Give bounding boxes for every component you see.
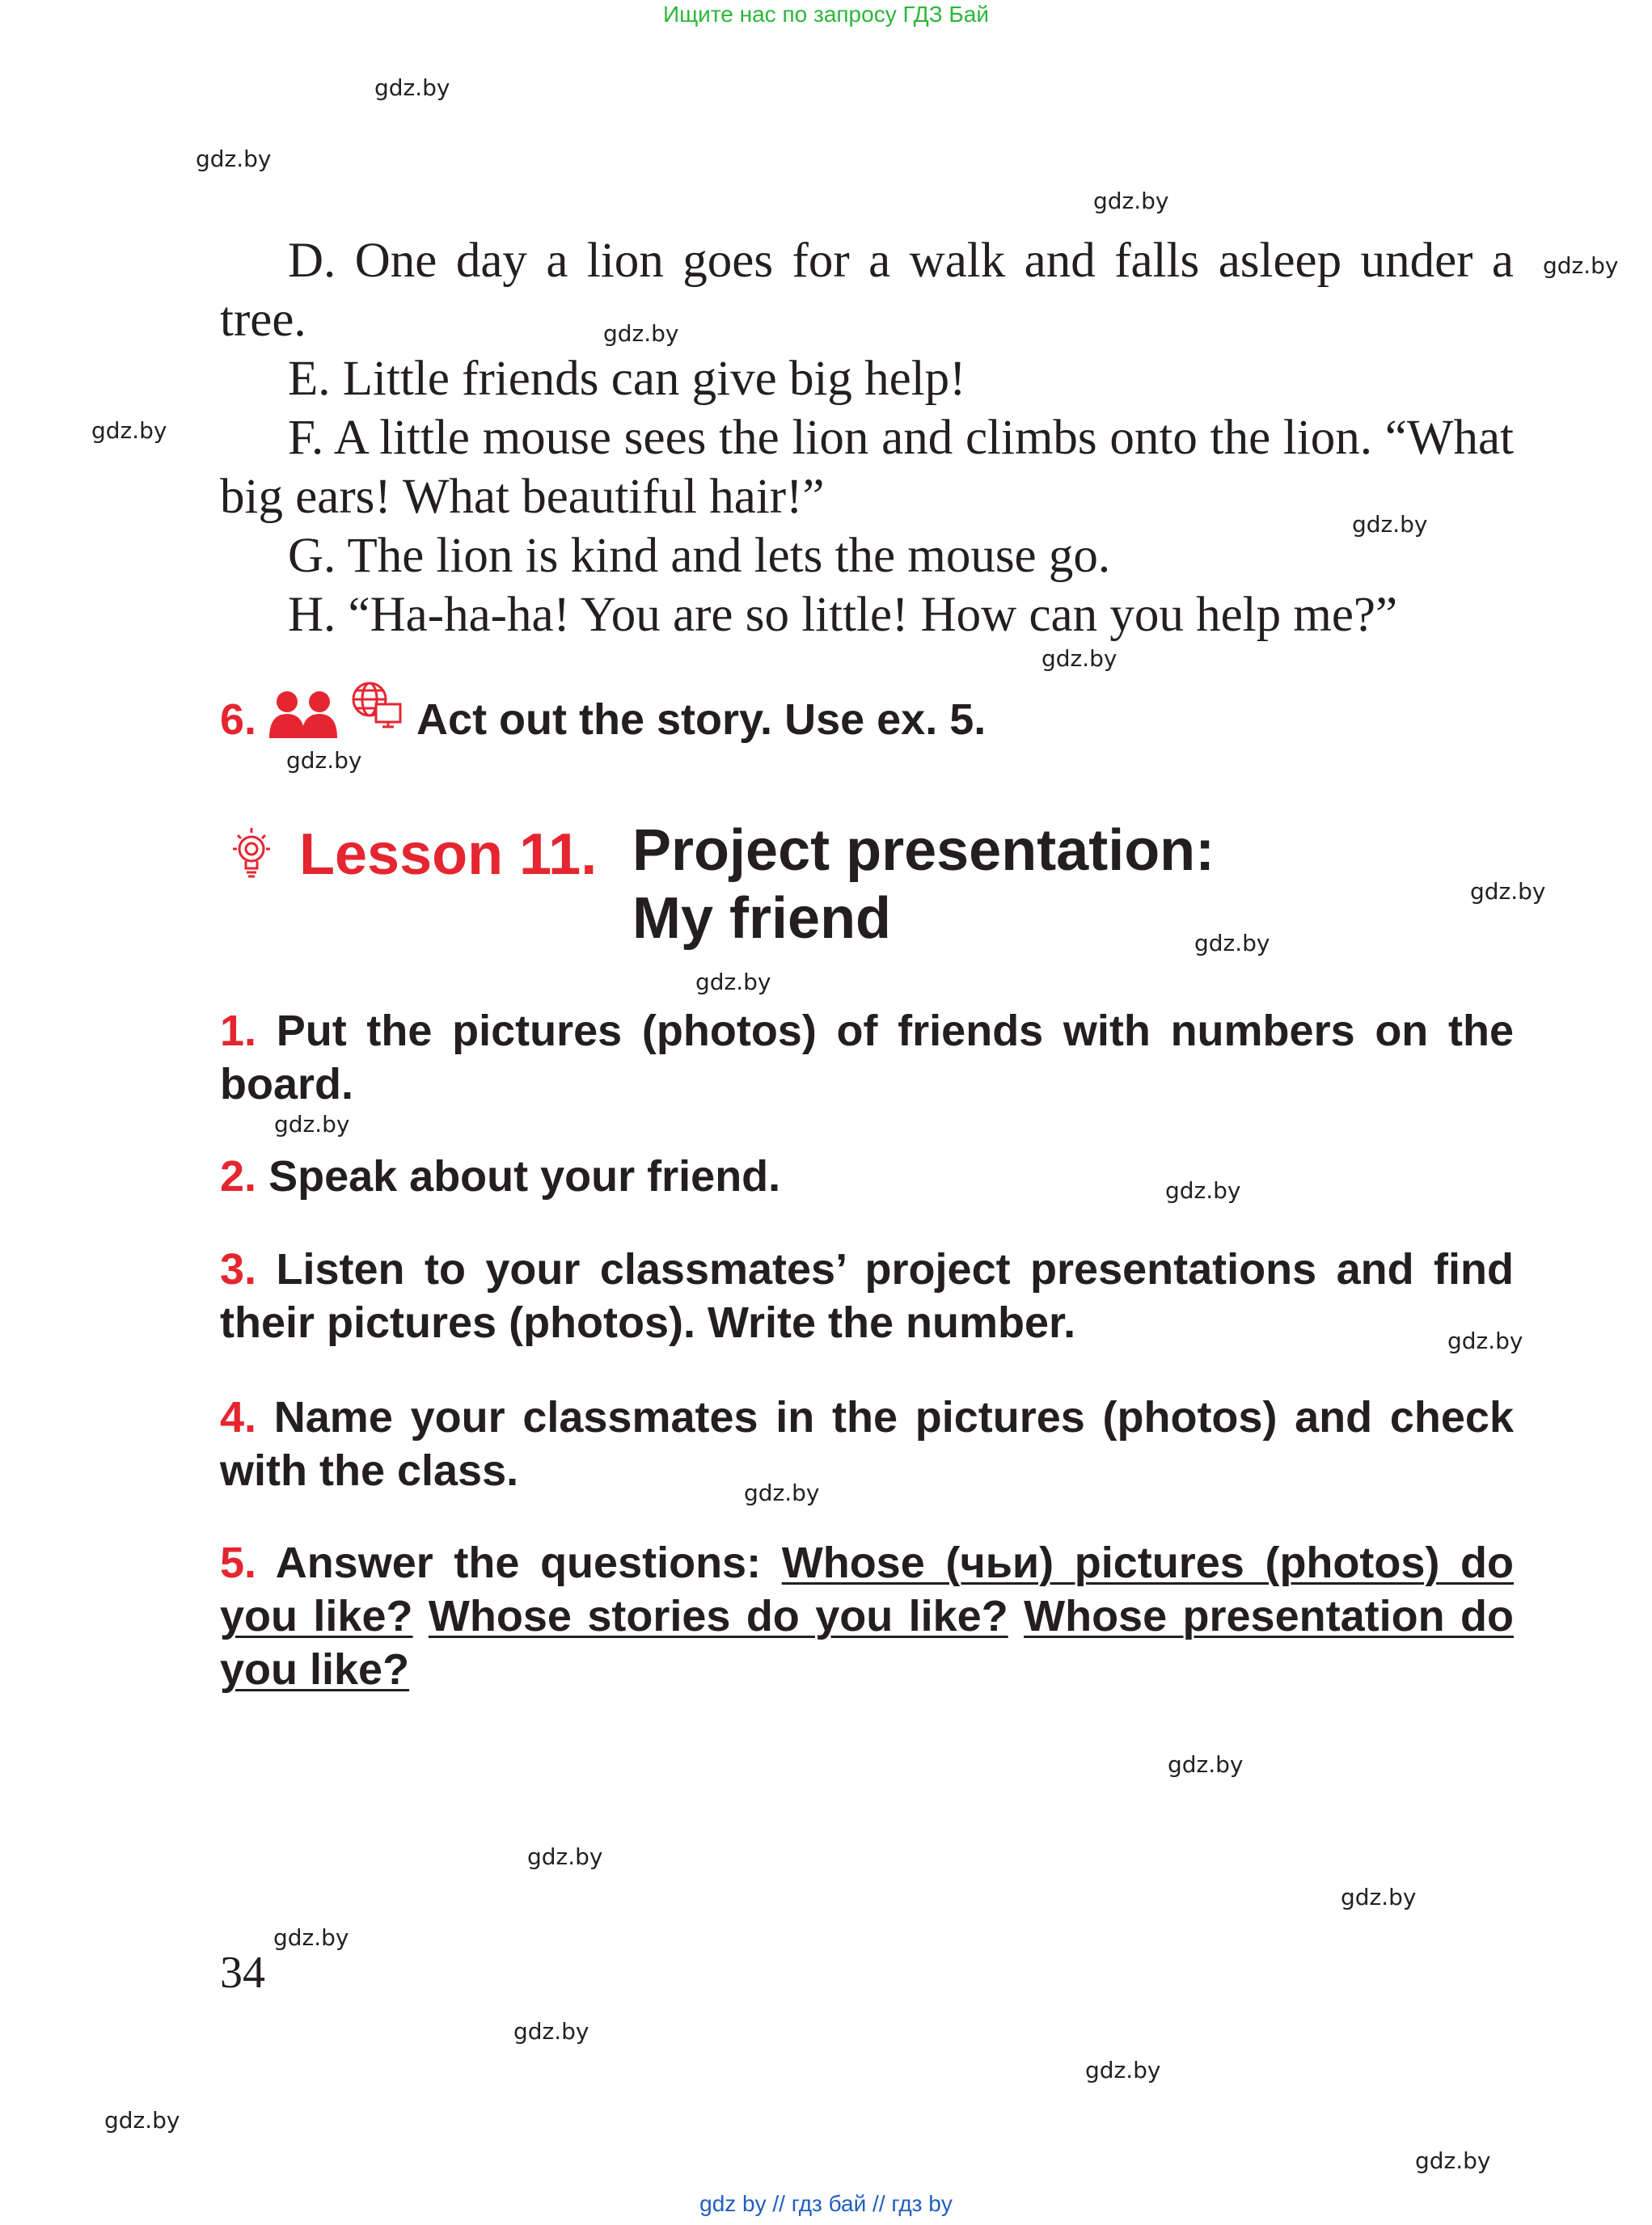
story-line-e: E. Little friends can give big help! xyxy=(288,352,966,406)
watermark: gdz.by xyxy=(1415,2147,1491,2174)
watermark: gdz.by xyxy=(513,2018,589,2045)
watermark: gdz.by xyxy=(1447,1328,1523,1354)
task-5-number: 5. xyxy=(220,1539,257,1587)
watermark: gdz.by xyxy=(744,1480,820,1506)
watermark: gdz.by xyxy=(1085,2057,1161,2084)
lightbulb-icon xyxy=(228,826,275,887)
task-1-text: Put the pictures (photos) of friends with numbers on the board. xyxy=(220,1007,1514,1108)
interactive-globe-screen-icon xyxy=(350,680,403,744)
lesson-title-line2: My friend xyxy=(632,886,892,951)
watermark: gdz.by xyxy=(527,1843,603,1870)
task-4-text: Name your classmates in the pictures (photos) and check with the class. xyxy=(220,1393,1514,1495)
story-line-f: F. A little mouse sees the lion and climbs onto the lion. “What big ears! What beautiful hair!” xyxy=(220,411,1514,524)
watermark: gdz.by xyxy=(1543,252,1619,279)
story-line-h: H. “Ha-ha-ha! You are so little! How can you help me?” xyxy=(288,588,1398,642)
watermark: gdz.by xyxy=(1041,645,1118,672)
exercise-6-number: 6. xyxy=(220,695,257,744)
watermark: gdz.by xyxy=(196,146,272,172)
task-5-question-3: Whose presentation do you like? xyxy=(220,1592,1514,1694)
exercise-6 xyxy=(220,691,986,748)
task-5-question-1: Whose (чьи) pictures (photos) do you like? xyxy=(220,1539,1515,1640)
watermark: gdz.by xyxy=(274,1111,350,1138)
watermark: gdz.by xyxy=(104,2107,180,2134)
story-line-g: G. The lion is kind and lets the mouse go. xyxy=(288,529,1111,583)
watermark: gdz.by xyxy=(374,74,450,101)
watermark: gdz.by xyxy=(1165,1177,1241,1204)
top-banner: Ищите нас по запросу ГДЗ Бай xyxy=(662,2,990,27)
task-1 xyxy=(220,1004,1514,1111)
watermark: gdz.by xyxy=(1352,511,1428,538)
watermark: gdz.by xyxy=(1168,1751,1244,1778)
lesson-label: Lesson 11. xyxy=(299,822,598,887)
watermark: gdz.by xyxy=(1341,1884,1417,1910)
watermark: gdz.by xyxy=(91,417,167,444)
watermark: gdz.by xyxy=(286,747,362,774)
task-3-number: 3. xyxy=(220,1245,257,1294)
page-number: 34 xyxy=(220,1948,265,1998)
bottom-banner: gdz by // гдз бай // гдз by xyxy=(699,2191,953,2216)
task-2-text: Speak about your friend. xyxy=(268,1152,781,1201)
watermark: gdz.by xyxy=(273,1924,349,1951)
lesson-title-line1: Project presentation: xyxy=(632,818,1215,883)
task-4-number: 4. xyxy=(220,1393,257,1442)
task-2 xyxy=(220,1150,1514,1203)
task-5 xyxy=(220,1536,1514,1696)
watermark: gdz.by xyxy=(603,320,679,347)
task-5-question-2: Whose stories do you like? xyxy=(428,1592,1008,1640)
watermark: gdz.by xyxy=(1470,878,1546,905)
watermark: gdz.by xyxy=(695,969,771,995)
watermark: gdz.by xyxy=(1194,930,1270,956)
task-4 xyxy=(220,1391,1514,1497)
task-2-number: 2. xyxy=(220,1152,257,1201)
story-line-d: D. One day a lion goes for a walk and falls asleep under a tree. xyxy=(220,234,1514,347)
task-3-text: Listen to your classmates’ project presentations and find their pictures (photos). Write the number. xyxy=(220,1245,1514,1347)
task-3 xyxy=(220,1243,1514,1349)
task-1-number: 1. xyxy=(220,1007,257,1055)
task-5-text: Answer the questions: xyxy=(275,1539,762,1587)
watermark: gdz.by xyxy=(1093,188,1169,214)
pair-work-icon xyxy=(268,690,339,750)
exercise-6-text: Act out the story. Use ex. 5. xyxy=(416,695,987,744)
